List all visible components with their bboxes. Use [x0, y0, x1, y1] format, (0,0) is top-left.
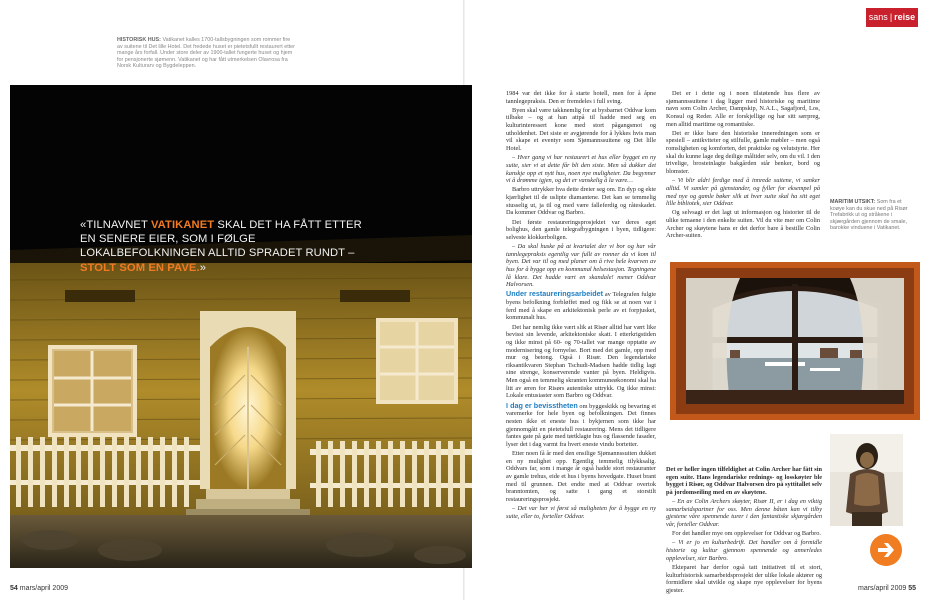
- continue-arrow-icon: [870, 534, 902, 566]
- window-view-illustration: [670, 262, 920, 420]
- issue-date-left: mars/april 2009: [19, 585, 68, 592]
- section-tag-left: sans: [868, 12, 888, 22]
- quote-paragraph: – Vi blir aldri ferdige med å innrede suitene, vi sanker alltid. Vi samler på gjenstander, og fyller for eksempel på med nye og gamle bøker slik at hver suite skal ha sitt eget lille bibliotek, sier Oddvar.: [666, 177, 820, 208]
- pull-quote-highlight-1: VATIKANET: [150, 219, 215, 231]
- paragraph: Det er ikke bare den historiske inneredningen som er spesiell – antikviteter og stilfulle, gamle møbler – men også romsligheten og komforten, det praktiske og velutstyrte. Her skal du kunne lage deg deilige måltider selv, om du vil. I den trivelige, brosteinlagte bakgården står benker, bord og blomster.: [666, 129, 820, 176]
- section-tag: sans | reise: [866, 8, 918, 27]
- top-photo-caption: [117, 37, 297, 70]
- paragraph: Ekteparet har derfor også tatt initiativet til et stort, kulturhistorisk samarbeidsprosjekt der ulike lokale aktører og formidlere skal utvikle og skape nye opplevelser for byens gjester.: [666, 563, 822, 594]
- issue-date-right: mars/april 2009: [858, 585, 907, 592]
- pull-quote-highlight-2: STOLT SOM EN PAVE.: [80, 261, 200, 274]
- house-illustration: [10, 85, 472, 568]
- quote-paragraph: – Hver gang vi har restaurert et hus eller bygget en ny suite, sier vi at dette får bli den siste. Men så dukker det kanskje opp et nytt hus, noen nye muligheter. Da begynner vi å drømme igjen, og det er vanskelig å la være…: [506, 154, 656, 185]
- caption-text: Som fra et koøye kan du skue ned på Risør Trefabrikk ut og stråkene i skjærgården gjennom de smale, barokke vinduene i Vatikanet.: [830, 199, 908, 231]
- quote-paragraph: – Vi er jo en kulturbedrift. Det handler om å formidle historie og kultur gjennom spennende og annerledes opplevelser, sier Barbro.: [666, 539, 822, 562]
- pull-quote: [80, 218, 380, 275]
- paragraph: Under restaureringsarbeidet av Telegrafen fulgte byens befolkning forbløffet med og fikk se at noen var i ferd med å skape en arkitektonisk perle av et forpjusket, kommunalt hus.: [506, 289, 656, 322]
- page-number-right: 55: [908, 585, 916, 592]
- quote-paragraph: – Da skal huske på at kvartalet der vi bor og har vår tannlegepraksis egentlig var fullt av ronner da vi kom til byen. Det var til og med planer om å rive hele kvarven av hus for å bygge opp en kommunal helsestasjon. Tegningene lå klare. Det hadde vært en skandale! mener Oddvar Halvorsen.: [506, 242, 656, 289]
- house-photo: [10, 85, 472, 568]
- paragraph: Det er i dette og i noen tilstøtende hus flere av sjømannssuitene i dag ligger med historiske og maritime navn som Colin Archer, Dampskip, N.A.L., Sagafjord, Los, Konsul og Reder. Alle er forskjellige og har sitt særpreg, men alltid maritime og romantiske.: [666, 90, 820, 128]
- caption-label: HISTORISK HUS:: [117, 37, 161, 43]
- paragraph: Og selvsagt er det lagt ut informasjon og historier til de ulike temaene i den enkelte suiten. Vil du vite mer om Colin Archer og skøytene hans er det derfor bare å bestille Colin Archer-suiten.: [666, 209, 820, 240]
- paragraph: Det første restaureringsprosjektet var deres eget bolighus, den gamle telegrafbygningen i byen, tidligere: selveste klokkerboligen.: [506, 218, 656, 241]
- paragraph: Barbro uttrykker hva dette dreier seg om. En dyp og ekte kjærlighet til de usliptе diamantene. Det kan se temmelig stusselig ut, ja til og med være falleferdig og råteskadet. Da kommer Oddvar og Barbro.: [506, 186, 656, 217]
- figurehead-illustration: [830, 434, 903, 526]
- figurehead-photo: [830, 434, 903, 526]
- paragraph: Byen skal være takknemlig for at bysbarnet Oddvar kom tilbake – og at han attpå til hadde med seg en kulturinteressert kone med stort pågangsmot og utholdenhet. Det siste er avgjørende for å lykkes hvis man vil skape et eventyr som Sjømannssuitene og Det lille Hotel.: [506, 106, 656, 153]
- lead-paragraph: Det er heller ingen tilfeldighet at Colin Archer har fått sin egen suite. Hans legendariske rednings- og losskøyter ble bygget i Risør, og Oddvar Halvorsen drо på syttitallet selv på jordomseiling med en av skøytene.: [666, 466, 822, 496]
- page-number-left: 54: [10, 585, 18, 592]
- quote-paragraph: – En av Colin Archers skøyter, Risør II, er i dag en viktig samarbeidspartner for oss. Men denne båten kan vi tilby gjestene våre spennende turer i den fantastiske skjærgården vår, forteller Oddvar.: [666, 498, 822, 529]
- subheading: I dag er bevisstheten: [506, 400, 578, 410]
- pull-quote-open: «TILNAVNET: [80, 219, 151, 231]
- paragraph: Etter noen få år med den ensilige Sjømannssuiten dukket en ny mulighet opp. Egentlig temmelig tilykksalig. Oddvars far, som i mange år også hadde stort restauranter av gamle trehus, eide et hus i byens hovedgate. Huset brant med til grunnen. Det endte med at Oddvar overtok branntomten, og satte i gang et storstilt restaureringsprosjekt.: [506, 450, 656, 503]
- article-column-2: [666, 90, 820, 241]
- pull-quote-middle: SKAL DET HA FÅTT ETTER EN SENERE EIER, SOM I FØLGE LOKALBEFOLKNINGEN ALLTID SPRADET RUNDT –: [80, 219, 362, 260]
- paragraph: Det har nemlig ikke vært slik at Risør alltid har vært like bevisst sin levende, arkitektoniske skatt. I etterkrigstiden og ikke minst på 60- og 70-tallet var mange opptatte av modernisering og fornyelse. Bort med det gamle, opp med mur og betong. Også i Risør. Den legendariske riksantikvaren Stephan Tschudi-Madsen hadde tidlig lagt sine strenge, konserverende vanter på byen. Heldigvis. Men også en temmelig skrantеn kommuneøkonomi skal ha litt av æren for Risørs autentiske uttrykk. Og ikke minst: Lokale entusiaster som Barbro og Oddvar.: [506, 323, 656, 400]
- footer-right: [858, 585, 916, 592]
- article-column-2-lower: [666, 466, 822, 596]
- section-tag-right: reise: [894, 12, 916, 22]
- footer-left: [10, 585, 68, 592]
- article-column-1: [506, 90, 656, 522]
- subheading: Under restaureringsarbeidet: [506, 289, 603, 299]
- paragraph: For det handler mye om opplevelser for Oddvar og Barbro.: [672, 530, 821, 538]
- caption-text: Vatikanet kalles 1700-tallsbygningen som rommer fire av suitene til Det lille Hotel. Det fredede huset er pietetsfullt restaurert etter mange års forfall. Under store deler av 1900-tallet fungerte huset og hjem for pensjonerte sjømenn. Vatikanet og har fått utmerkelsen Olavrosa fra Norsk Kulturarv og Bygdeleppen.: [117, 37, 295, 70]
- pull-quote-close: »: [199, 261, 207, 274]
- quote-paragraph: – Det var her vi først så muligheten for å bygge en ny suite, eller to, forteller Oddvar.: [506, 505, 656, 520]
- caption-label: MARITIM UTSIKT:: [830, 199, 876, 205]
- window-view-photo: [670, 262, 920, 420]
- paragraph: 1984 var det ikke for å starte hotell, men for å åpne tannlegepraksis. Den er fremdeles i full sving.: [506, 90, 656, 105]
- paragraph: I dag er bevisstheten om byggeskikk og bevaring et varemerke for hele byen og befolkningen. Det finnes nesten ikke et eneste hus i bykjernen som ikke har gjennomgått en pietetsfull restaurering. Mens det tidligere fantes gate på gate med tørtklagte hus og flassende fasader, lyser det i dag varmt fra hvert eneste vindu bortetter.: [506, 400, 657, 448]
- window-photo-caption: [830, 199, 910, 232]
